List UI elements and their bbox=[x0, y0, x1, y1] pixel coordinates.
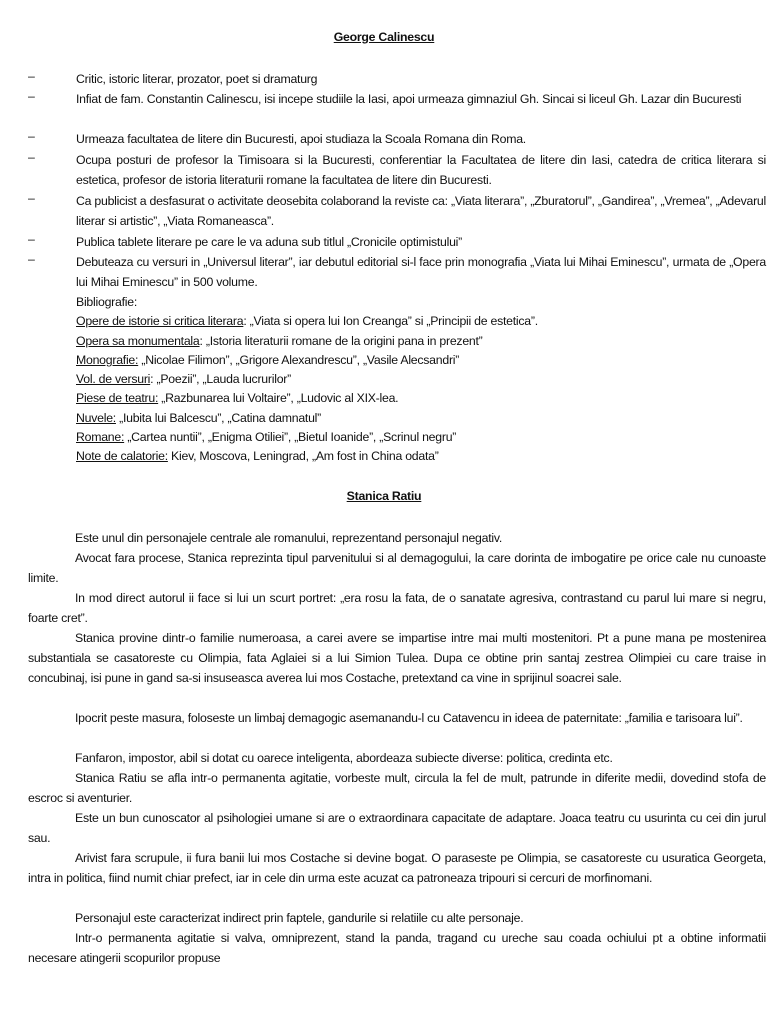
paragraph: Stanica Ratiu se afla intr-o permanenta agitatie, vorbeste mult, circula la fel de mult, patrunde in diferite medii, dovedind stofa de escroc si aventurier. bbox=[28, 771, 766, 805]
bibliography-text: „Nicolae Filimon”, „Grigore Alexandrescu”, „Vasile Alecsandri” bbox=[138, 352, 460, 367]
bullet-text: Critic, istoric literar, prozator, poet si dramaturg bbox=[76, 72, 318, 86]
paragraph: Personajul este caracterizat indirect prin faptele, gandurile si relatiile cu alte personaje. bbox=[75, 911, 524, 925]
bullet-text: Urmeaza facultatea de litere din Bucuresti, apoi studiaza la Scoala Romana din Roma. bbox=[76, 132, 526, 146]
bullet-text: Publica tablete literare pe care le va aduna sub titlul „Cronicile optimistului” bbox=[76, 235, 463, 249]
bibliography-text: „Cartea nuntii”, „Enigma Otiliei”, „Bietul Ioanide”, „Scrinul negru” bbox=[124, 430, 457, 445]
bibliography-text: „Razbunarea lui Voltaire”, „Ludovic al XIX-lea. bbox=[158, 391, 399, 406]
paragraph: In mod direct autorul ii face si lui un scurt portret: „era rosu la fata, de o sanatate agresiva, contrastand cu parul lui mare si negru, foarte cret”. bbox=[28, 591, 766, 625]
bibliography-text: : „Viata si opera lui Ion Creanga” si „Principii de estetica”. bbox=[243, 314, 538, 329]
paragraph: Fanfaron, impostor, abil si dotat cu oarece inteligenta, abordeaza subiecte diverse: politica, credinta etc. bbox=[75, 751, 613, 765]
bibliography-text: Kiev, Moscova, Leningrad, „Am fost in China odata” bbox=[167, 449, 439, 464]
bibliography-text: „Iubita lui Balcescu”, „Catina damnatul” bbox=[115, 410, 321, 425]
bullet-text: Ca publicist a desfasurat o activitate deosebita colaborand la reviste ca: „Viata literara”, „Zburatorul”, „Gandirea”, „Vremea”, „Adevarul literar si artistic”, „Viata Romaneasca”. bbox=[76, 194, 766, 228]
paragraph: Ipocrit peste masura, foloseste un limbaj demagogic asemanandu-l cu Catavencu in ideea de paternitate: „familia e tarisoara lui”. bbox=[75, 711, 743, 725]
bibliography-item bbox=[76, 331, 766, 350]
dash-bullet-icon: – bbox=[28, 252, 35, 266]
bibliography-label: Vol. de versuri bbox=[76, 372, 151, 387]
bibliography-block bbox=[76, 292, 766, 466]
bibliography-label: Monografie: bbox=[76, 352, 139, 367]
bibliography-text: : „Istoria literaturii romane de la origini pana in prezent” bbox=[199, 333, 483, 348]
dash-bullet-icon: – bbox=[28, 89, 35, 103]
paragraph: Intr-o permanenta agitatie si valva, omniprezent, stand la panda, tragand cu ureche sau coada ochiului pt a obtine informatii necesare atingerii scopurilor propuse bbox=[28, 931, 766, 965]
paragraph: Avocat fara procese, Stanica reprezinta tipul parvenitului si al demagogului, la care dorinta de imbogatire pe orice cale nu cunoaste limite. bbox=[28, 551, 766, 585]
bibliography-item bbox=[76, 408, 766, 427]
paragraph: Este unul din personajele centrale ale romanului, reprezentand personajul negativ. bbox=[75, 531, 503, 545]
bibliography-label: Note de calatorie: bbox=[76, 449, 168, 464]
bullet-text: Ocupa posturi de profesor la Timisoara si la Bucuresti, conferentiar la Facultatea de litere din Iasi, catedra de critica literara si estetica, profesor de istoria literaturii romane la facultatea de litere din Bucuresti. bbox=[76, 153, 766, 187]
section-title-george-calinescu: George Calinescu bbox=[333, 30, 435, 44]
bibliography-label: Piese de teatru: bbox=[76, 391, 159, 406]
section-title-stanica-ratiu: Stanica Ratiu bbox=[346, 489, 422, 503]
dash-bullet-icon: – bbox=[28, 191, 35, 205]
bibliography-label: Opere de istorie si critica literara bbox=[76, 314, 244, 329]
paragraph: Arivist fara scrupule, ii fura banii lui mos Costache si devine bogat. O paraseste pe Olimpia, se casatoreste cu usuratica Georgeta, intra in politica, fiind numit chiar prefect, iar in cele din urma este acuzat ca patroneaza tripouri si cercuri de morfinomani. bbox=[28, 851, 766, 885]
bibliography-item bbox=[76, 388, 766, 407]
bibliography-heading: Bibliografie: bbox=[76, 295, 138, 309]
bullet-text: Debuteaza cu versuri in „Universul literar”, iar debutul editorial si-l face prin monografia „Viata lui Mihai Eminescu”, urmata de „Opera lui Mihai Eminescu” in 500 volume. bbox=[76, 255, 766, 289]
paragraph: Stanica provine dintr-o familie numeroasa, a carei avere se impartise intre mai multi mostenitori. Pt a pune mana pe mostenirea substantiala se casatoreste cu Olimpia, fata Aglaiei si a lui Simion Tulea. Dupa ce obtine prin santaj zestrea Olimpiei cu care traise in concubinaj, isi pune in gand sa-si insuseasca averea lui mos Costache, pretextand ca vine in sprijinul soacrei sale. bbox=[28, 631, 766, 685]
bibliography-item bbox=[76, 311, 766, 330]
dash-bullet-icon: – bbox=[28, 232, 35, 246]
bibliography-text: : „Poezii”, „Lauda lucrurilor” bbox=[150, 372, 291, 387]
bibliography-label: Opera sa monumentala bbox=[76, 333, 200, 348]
paragraph: Este un bun cunoscator al psihologiei umane si are o extraordinara capacitate de adaptare. Joaca teatru cu usurinta cu cei din jurul sau. bbox=[28, 811, 766, 845]
bibliography-item bbox=[76, 369, 766, 388]
bibliography-item bbox=[76, 427, 766, 446]
dash-bullet-icon: – bbox=[28, 69, 35, 83]
dash-bullet-icon: – bbox=[28, 129, 35, 143]
bibliography-item bbox=[76, 350, 766, 369]
bullet-text: Infiat de fam. Constantin Calinescu, isi incepe studiile la Iasi, apoi urmeaza gimnaziul Gh. Sincai si liceul Gh. Lazar din Bucuresti bbox=[76, 92, 742, 106]
dash-bullet-icon: – bbox=[28, 150, 35, 164]
bibliography-item bbox=[76, 446, 766, 465]
bibliography-label: Nuvele: bbox=[76, 410, 116, 425]
bibliography-label: Romane: bbox=[76, 430, 125, 445]
